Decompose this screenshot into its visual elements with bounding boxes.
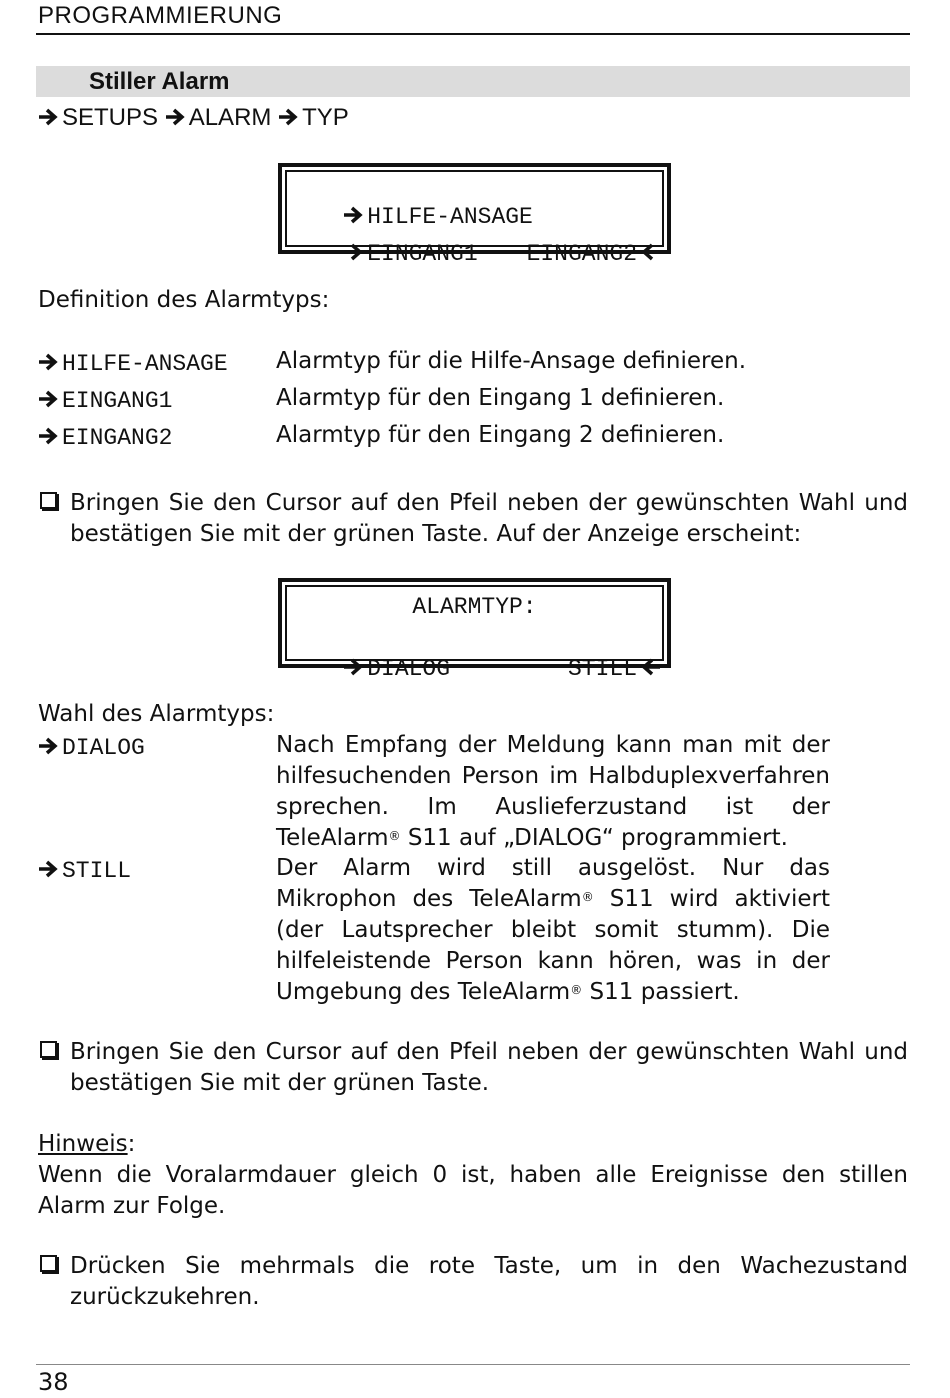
instruction-text: Bringen Sie den Cursor auf den Pfeil neben der gewünschten Wahl und bestätigen Sie mit der grünen Taste. xyxy=(70,1039,908,1096)
note-text: Wenn die Voralarmdauer gleich 0 ist, haben alle Ereignisse den stillen Alarm zur Folge. xyxy=(38,1162,908,1219)
desc-text: Nach Empfang der Meldung kann man mit der hilfesuchenden Person im Halbduplexverfahren sprechen. Im Auslieferzustand ist der TeleAlarm xyxy=(276,732,830,851)
definition-desc: Alarmtyp für den Eingang 2 definieren. xyxy=(276,422,725,448)
arrow-right-icon xyxy=(38,426,60,446)
lcd-title: ALARMTYP: xyxy=(412,594,537,620)
arrow-right-icon xyxy=(38,352,60,372)
arrow-right-icon xyxy=(38,736,60,756)
choice-term xyxy=(38,735,145,761)
choice-desc-dialog xyxy=(276,730,830,854)
definition-term xyxy=(38,388,172,414)
arrow-right-icon xyxy=(343,242,365,262)
arrow-left-icon xyxy=(639,242,661,262)
footer-rule xyxy=(36,1364,910,1365)
definition-term xyxy=(38,425,172,451)
arrow-right-icon xyxy=(38,859,60,879)
lcd-line-2-left xyxy=(288,215,478,293)
path-item-typ: TYP xyxy=(302,104,349,131)
lcd-option-hilfe-ansage: HILFE-ANSAGE xyxy=(367,204,533,230)
path-item-alarm: ALARM xyxy=(188,104,272,131)
section-title: Stiller Alarm xyxy=(89,68,230,95)
desc-text: S11 wird aktiviert (der Lautsprecher bleibt somit stumm). Die hilfeleistende Person kann hören, was in der Umgebung des TeleAlarm xyxy=(276,886,830,1005)
arrow-right-icon xyxy=(165,107,187,127)
lcd-line-2-left xyxy=(288,630,450,708)
lcd-option-eingang1: EINGANG1 xyxy=(367,241,478,267)
term-still: STILL xyxy=(62,858,132,884)
desc-text: S11 passiert. xyxy=(582,979,740,1005)
definition-desc: Alarmtyp für den Eingang 1 definieren. xyxy=(276,385,725,411)
term-eingang2: EINGANG2 xyxy=(62,425,173,451)
definition-desc: Alarmtyp für die Hilfe-Ansage definieren. xyxy=(276,348,747,374)
note-heading xyxy=(38,1129,135,1160)
choice-desc-still xyxy=(276,853,830,1008)
path-item-setups: SETUPS xyxy=(62,104,159,131)
checkbox-bullet-icon xyxy=(40,488,57,519)
instruction-text: Bringen Sie den Cursor auf den Pfeil neben der gewünschten Wahl und bestätigen Sie mit der grünen Taste. Auf der Anzeige erscheint: xyxy=(70,490,908,547)
menu-path xyxy=(38,102,349,134)
lcd-line-2-right xyxy=(513,630,661,708)
checkbox-bullet-icon xyxy=(40,1251,57,1282)
registered-mark: ® xyxy=(388,829,401,843)
term-eingang1: EINGANG1 xyxy=(62,388,173,414)
lcd-option-still: STILL xyxy=(567,656,637,682)
lcd-option-eingang2: EINGANG2 xyxy=(526,241,637,267)
definition-heading: Definition des Alarmtyps: xyxy=(38,287,330,313)
desc-text: S11 auf „DIALOG“ programmiert. xyxy=(400,825,788,851)
term-hilfe-ansage: HILFE-ANSAGE xyxy=(62,351,228,377)
term-dialog: DIALOG xyxy=(62,735,145,761)
page-number: 38 xyxy=(38,1368,69,1396)
instruction-text: Drücken Sie mehrmals die rote Taste, um in den Wachezustand zurückzukehren. xyxy=(70,1253,908,1310)
checkbox-bullet-icon xyxy=(40,1037,57,1068)
choice-term xyxy=(38,858,131,884)
lcd-line-2-right xyxy=(471,215,661,293)
note-label-suffix: : xyxy=(127,1131,136,1157)
header-rule xyxy=(36,33,910,35)
arrow-right-icon xyxy=(278,107,300,127)
registered-mark: ® xyxy=(581,890,594,904)
note-label: Hinweis xyxy=(38,1131,128,1157)
lcd-option-dialog: DIALOG xyxy=(367,656,451,682)
arrow-right-icon xyxy=(38,107,60,127)
desc-text: Der Alarm wird still ausgelöst. Nur das Mikrophon des TeleAlarm xyxy=(276,855,830,912)
lcd-display-alarmtyp xyxy=(278,578,671,682)
definition-term xyxy=(38,351,228,377)
arrow-left-icon xyxy=(639,657,661,677)
running-header: PROGRAMMIERUNG xyxy=(38,2,283,29)
arrow-right-icon xyxy=(38,389,60,409)
lcd-display-menu xyxy=(278,163,671,267)
wahl-heading: Wahl des Alarmtyps: xyxy=(38,701,275,727)
arrow-right-icon xyxy=(343,657,365,677)
registered-mark: ® xyxy=(570,983,583,997)
